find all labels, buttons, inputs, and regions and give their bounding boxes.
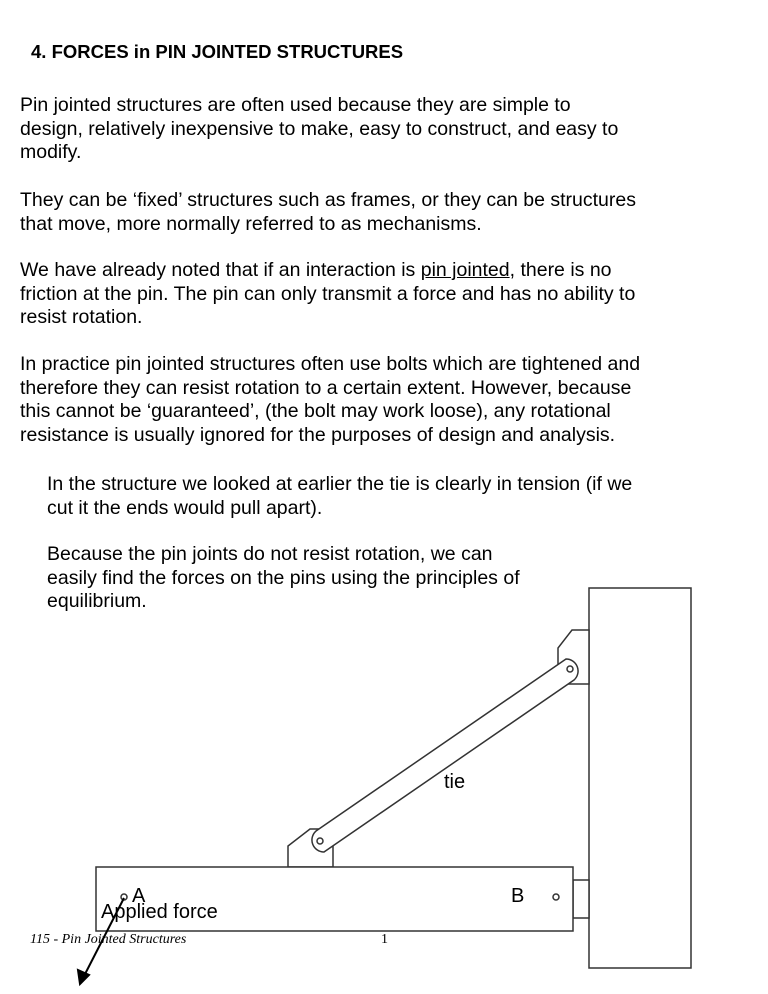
pin-b-icon [553,894,559,900]
applied-force-label: Applied force [101,901,218,923]
pin-jointed-term: pin jointed [420,259,510,281]
tie [312,659,578,852]
pin-icon [567,666,573,672]
paragraph-intro: Pin jointed structures are often used because they are simple to design, relatively inexpensive to make, easy to construct, and easy to modify. [20,94,619,163]
paragraph-tie: In the structure we looked at earlier the tie is clearly in tension (if we cut it the ends would pull apart). [47,473,633,519]
pin-icon [317,838,323,844]
paragraph-practice: In practice pin jointed structures often use bolts which are tightened and therefore they can resist rotation to a certain extent. However, because this cannot be ‘guaranteed’, (the bolt may work loose), any rotational resistance is usually ignored for the purposes of design and analysis. [20,353,641,446]
label-a: A [132,885,146,907]
page-heading: 4. FORCES in PIN JOINTED STRUCTURES [31,41,404,62]
paragraph-equilibrium: Because the pin joints do not resist rotation, we can easily find the forces on the pins using the principles of equilibrium. [47,543,520,612]
tie-label: tie [444,771,466,793]
text: , there is no friction at the pin. The pin can only transmit a force and has no ability to resist rotation. [20,259,636,328]
text: We have already noted that if an interaction is [20,259,421,281]
wall [589,588,691,968]
footer-title: 115 - Pin Jointed Structures [30,932,187,947]
beam-bracket [573,880,589,918]
page-number: 1 [381,932,388,947]
paragraph-types: They can be ‘fixed’ structures such as frames, or they can be structures that move, more normally referred to as mechanisms. [20,189,636,235]
label-b: B [511,885,525,907]
